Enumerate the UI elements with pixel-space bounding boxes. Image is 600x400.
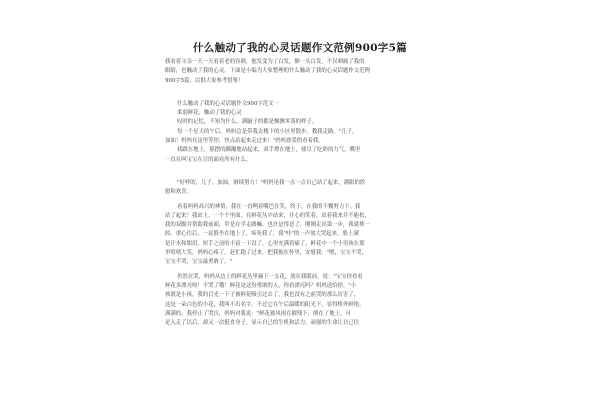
intro-line: 我看着父亲一天一天看着老的容颜，他发变为了白发，额一头白发，不仅刺痛了我的: [165, 59, 365, 65]
paragraph-line: 满满的，我停止了哭泣，妈妈对我说："鲜花被风雨在摧残下，倒在了地上，可: [165, 310, 351, 317]
spacer: [165, 165, 439, 179]
paragraph-line: 每一个星天的午后，妈妈总是带我去楼下的小区里散步，教我走路。"儿子，: [177, 128, 358, 135]
paragraph-line: 鲜花多漂亮呀！不哭了哦！鲜花是这份勇敢的人，你看漂亮吗？妈妈送给你。"小: [165, 282, 357, 289]
paragraph-line: 加油！妈妈在这里等你，快点站起来走过来！"妈妈慈爱的看着我。: [165, 138, 324, 145]
intro-line: 900字5篇，以供大家参考借鉴！: [165, 77, 244, 84]
paragraph-line: 我跟在地上，摇摆的蹒跚地站起来，双手撑在地上，使尽了吃奶的力气，嘴里: [177, 147, 361, 154]
paragraph-line: 跤，重心往后，一屁股坐在地上了，疼死我了，我"哇"的一声放大哭起来，脸上满: [165, 231, 359, 238]
paragraph-line: 是汗水和眼泪，短手之前的丰富一下没了，心里充满着痛了，鲜花中一个小男孩在那: [165, 240, 365, 247]
paragraph-line: 看着妈妈高兴的神情，我在一直咧着嘴巴在笑，终于，在我的不懈努力下，我: [177, 203, 361, 210]
paragraph-line: 里嘻嘻大笑，妈妈心疼了，赶忙跑了过来，把我抱在怀里，安慰我："嗯，宝宝不哭，: [165, 250, 367, 257]
paragraph-line: 我的双脚并帮助我前面，甲是在学走路嘛，也许是得意了，刚刚走出第一步，我就摔一: [165, 222, 370, 229]
paragraph-line: 这是一朵白色的小花，我叫不出名字，不过它在午后温暖的阳光下，显得格外鲜艳，: [165, 301, 365, 308]
intro-line: 眼睛，也触动了我的心灵。下面是小编为大家整理的什么触动了我的心灵话题作文范例: [165, 68, 370, 75]
paragraph-line: 仍然在哭，妈妈从边上的鲜花丛里摘下一支花，放在我眼前，说："宝宝你看看: [177, 273, 363, 280]
page-title: 什么触动了我的心灵话题作文范例900字5篇: [192, 42, 408, 54]
paragraph-line: 一直在叫宝宝在目的面看所有什么。: [165, 156, 252, 163]
paragraph-line: 站了起来！我站上，一个个里面，在鲜花丛中站来，开心的笑着，站着我来并不能松，: [165, 212, 370, 219]
paragraph-line: 慰和欢喜。: [165, 189, 192, 196]
paragraph-line: "好样的，儿子，加油，继续努力！"妈妈见我一点一点自己站了起来，满眼的欣: [177, 179, 366, 186]
paragraph-line: 孩就是小孩，我的目光一下子被鲜花吸引过去了，我也没有之前哭的那么厉害了，: [165, 292, 360, 299]
section-subheading: 柔弱鲜花，触动了我的心灵: [177, 110, 242, 117]
section-heading: 什么触动了我的心灵话题作文900字范文一: [177, 100, 279, 107]
paragraph-line: 宝宝不哭，宝宝最勇敢了。": [165, 259, 233, 266]
spacer: [165, 86, 439, 100]
paragraph-line: 是入走了以后，却又一次挺直身子，显示自己的生机和活力，顽强的生命让自己往: [165, 320, 360, 327]
article-body: [165, 58, 439, 328]
paragraph-line: 叹时的记忆，不知为什么，满脑子的都是飘飘零落的样子。: [177, 119, 318, 126]
